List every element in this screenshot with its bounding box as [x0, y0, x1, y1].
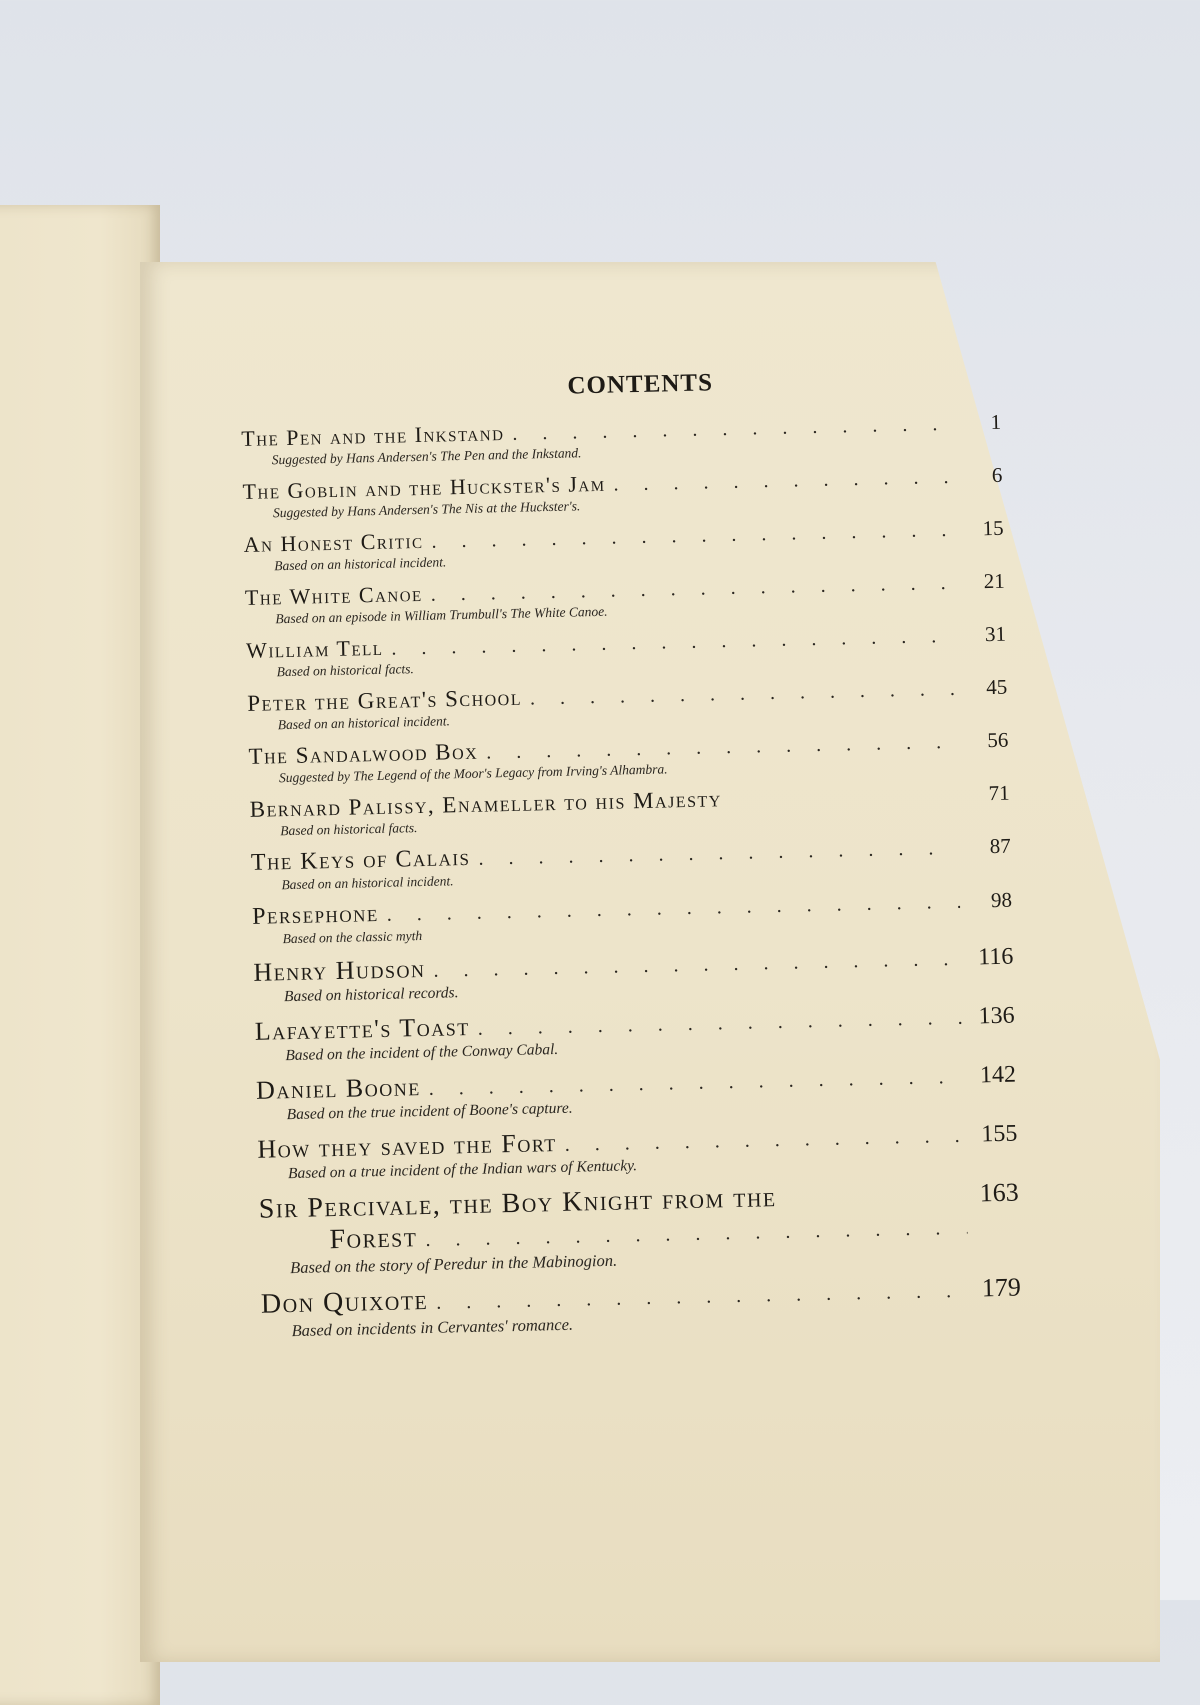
- entry-title: Henry Hudson: [253, 953, 426, 987]
- entry-source-note: Based on historical facts.: [280, 820, 418, 839]
- entry-source-note: Based on the incident of the Conway Cabal.: [285, 1040, 559, 1065]
- entry-page-number: 155: [981, 1120, 1018, 1148]
- toc-entry: [252, 887, 1013, 948]
- entry-page-number: 31: [984, 621, 1007, 647]
- toc-entry: [245, 568, 1006, 628]
- entry-page-number: 1: [990, 409, 1002, 434]
- entry-page-number: 179: [981, 1272, 1022, 1303]
- entry-page-number: 142: [979, 1061, 1017, 1089]
- entry-page-number: 163: [979, 1177, 1019, 1208]
- entry-title: The Sandalwood Box: [248, 738, 479, 769]
- toc-entry: [242, 462, 1003, 522]
- entry-title: William Tell: [245, 634, 384, 663]
- entry-page-number: 116: [977, 943, 1014, 971]
- entry-page-number: 136: [978, 1002, 1015, 1030]
- entry-page-number: 21: [983, 568, 1006, 594]
- entry-title: The Keys of Calais: [250, 844, 471, 876]
- table-of-contents: [240, 363, 1022, 1352]
- toc-entry: [246, 621, 1007, 681]
- entry-title: Daniel Boone: [255, 1072, 421, 1105]
- entry-title: The Pen and the Inkstand: [241, 420, 505, 451]
- entry-source-note: Suggested by The Legend of the Moor's Legacy from Irving's Alhambra.: [278, 761, 668, 786]
- entry-title: Lafayette's Toast: [254, 1011, 471, 1046]
- entry-source-note: Based on incidents in Cervantes' romance.: [291, 1314, 574, 1341]
- entry-title: An Honest Critic: [243, 527, 424, 557]
- toc-entry: [248, 727, 1009, 787]
- entry-source-note: Based on historical facts.: [276, 661, 415, 680]
- entry-source-note: Based on historical records.: [283, 984, 459, 1006]
- entry-title: Sir Percivale, the Boy Knight from the: [258, 1182, 777, 1225]
- toc-entry: [243, 515, 1004, 575]
- entry-page-number: 6: [991, 462, 1003, 487]
- entry-source-note: Based on the classic myth: [282, 928, 423, 947]
- page-title: CONTENTS: [567, 369, 714, 400]
- entry-title: The White Canoe: [244, 580, 423, 610]
- toc-entry: [241, 409, 1002, 469]
- entry-page-number: 87: [989, 833, 1012, 859]
- entry-title-continuation: Forest: [329, 1222, 418, 1256]
- entry-source-note: Based on the story of Peredur in the Mabinogion.: [289, 1250, 618, 1278]
- toc-entry: [249, 780, 1010, 840]
- entry-page-number: 71: [988, 780, 1010, 806]
- left-page: [0, 205, 160, 1705]
- entry-source-note: Based on an episode in William Trumbull's The White Canoe.: [275, 603, 608, 627]
- toc-entry: [251, 833, 1012, 894]
- toc-entry: [257, 1118, 1018, 1184]
- entry-source-note: Suggested by Hans Andersen's The Nis at the Huckster's.: [272, 498, 581, 521]
- entry-source-note: Based on an historical incident.: [281, 873, 454, 893]
- entry-page-number: 98: [990, 887, 1013, 913]
- entry-source-note: Based on the true incident of Boone's capture.: [286, 1099, 573, 1124]
- toc-entry: [258, 1177, 1020, 1279]
- entry-title: Peter the Great's School: [247, 684, 523, 716]
- entry-source-note: Based on a true incident of the Indian wars of Kentucky.: [287, 1157, 638, 1183]
- toc-entry: [256, 1059, 1017, 1125]
- entry-source-note: Based on an historical incident.: [274, 554, 447, 574]
- entry-page-number: 56: [987, 727, 1009, 753]
- entry-title: Don Quixote: [260, 1284, 429, 1320]
- toc-entry: [253, 941, 1014, 1007]
- entry-title: The Goblin and the Huckster's Jam: [242, 470, 606, 504]
- entry-page-number: 15: [982, 515, 1004, 541]
- entry-title: How they saved the Fort: [257, 1128, 558, 1164]
- entry-title: Bernard Palissy, Enameller to his Majesty: [249, 786, 723, 822]
- entry-title: Persephone: [251, 900, 380, 930]
- toc-entry: [254, 1000, 1015, 1066]
- entry-page-number: 45: [985, 674, 1008, 700]
- toc-entry: [261, 1272, 1022, 1342]
- entry-source-note: Based on an historical incident.: [277, 713, 451, 733]
- toc-entry: [247, 674, 1008, 734]
- entry-source-note: Suggested by Hans Andersen's The Pen and the Inkstand.: [271, 445, 582, 468]
